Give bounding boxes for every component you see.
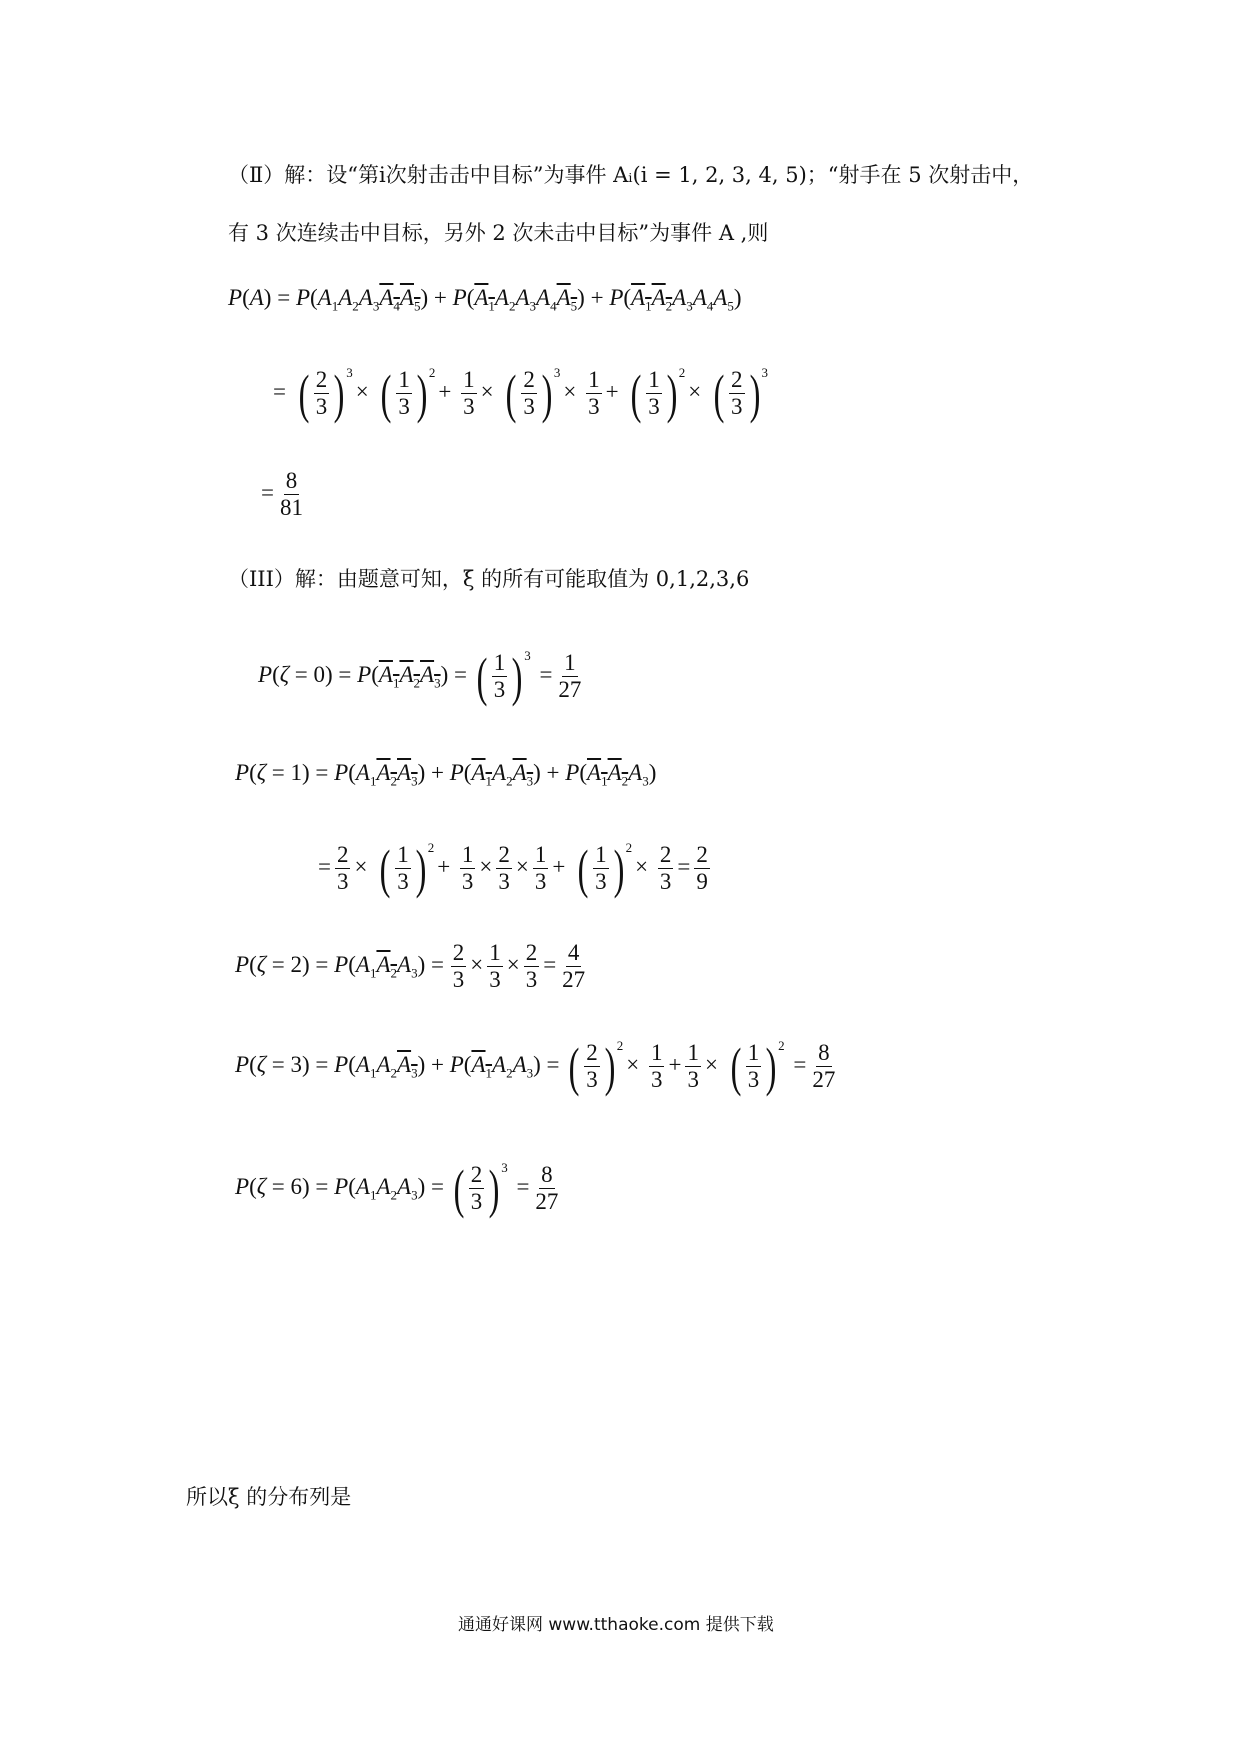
p2-result-num: 4 [567, 940, 580, 965]
p1-result-num: 2 [696, 842, 708, 868]
part3-intro: （III）解：由题意可知，ξ 的所有可能取值为 0,1,2,3,6 [228, 567, 750, 591]
part2-line1: （Ⅱ）解：设“第i次射击击中目标”为事件 Aᵢ(i = 1, 2, 3, 4, 5)；“射手在 5 次射击中， [228, 163, 1034, 187]
p3-result-den: 27 [812, 1067, 836, 1093]
eq-p-zeta-3: $P(\zeta = 3) = P(A_1A_2A_3) + P(A_1A_2A_3)$ = ( $\frac{2}{3}$ ) $^2$× $\frac{1}{3}$ + $\frac{1}{3}$ × ( $\frac{1}{3}$ ) $^2$ = $\frac{8}{27}$ [235, 1036, 836, 1097]
p2-result-den: 27 [562, 967, 586, 992]
p6-result-num: 8 [541, 1162, 553, 1188]
p6-result-den: 27 [535, 1189, 559, 1215]
pa-result-num: 8 [285, 468, 298, 493]
page-footer: 通通好课网 www.tthaoke.com 提供下载 [458, 1615, 774, 1635]
eq-p-zeta-0: $P(\zeta = 0) = P(A_1A_2A_3)$ = ( $\frac{1}{3}$ ) $^3$ = $\frac{1}{27}$ [258, 646, 582, 707]
pa-result-den: 81 [279, 495, 303, 520]
p1-result-den: 9 [696, 869, 708, 895]
eq-p-zeta-1: $P(\zeta = 1) = P(A_1A_2A_3) + P(A_1A_2A_3) + P(A_1A_2A_3)$ [235, 760, 657, 789]
eq-pa-definition: $P(A) = P(A_1A_2A_3A_4A_5) + P(A_1A_2A_3A_4A_5) + P(A_1A_2A_3A_4A_5)$ [228, 285, 742, 314]
eq-pa-expansion: = ( $\frac{2}{3}$ ) $^3$× ( $\frac{1}{3}$ ) $^2$+ $\frac{1}{3}$ × ( $\frac{2}{3}$ ) $^3$× $\frac{1}{3}$ + ( $\frac{1}{3}$ ) $^2$× ( $\frac{2}{3}$ ) $^3$ [273, 363, 768, 424]
part2-line2: 有 3 次连续击中目标，另外 2 次未击中目标”为事件 A ,则 [228, 221, 769, 245]
p3-result-num: 8 [818, 1040, 830, 1066]
p0-result-den: 27 [558, 677, 582, 703]
eq-pa-result: = $\frac{8}{81}$ [261, 468, 303, 520]
conclusion-text: 所以ξ 的分布列是 [186, 1485, 352, 1509]
eq-p-zeta-2: $P(\zeta = 2) = P(A_1A_2A_3)$ = $\frac{2}{3}$ × $\frac{1}{3}$ × $\frac{2}{3}$ = $\frac{4}{27}$ [235, 940, 586, 992]
eq-p-zeta-1-value: = $\frac{2}{3}$ × ( $\frac{1}{3}$ ) $^2$+ $\frac{1}{3}$ × $\frac{2}{3}$ × $\frac{1}{3}$ + ( $\frac{1}{3}$ ) $^2$× $\frac{2}{3}$ = $\frac{2}{9}$ [318, 838, 708, 899]
eq-p-zeta-6: $P(\zeta = 6) = P(A_1A_2A_3)$ = ( $\frac{2}{3}$ ) $^3$ = $\frac{8}{27}$ [235, 1158, 559, 1219]
